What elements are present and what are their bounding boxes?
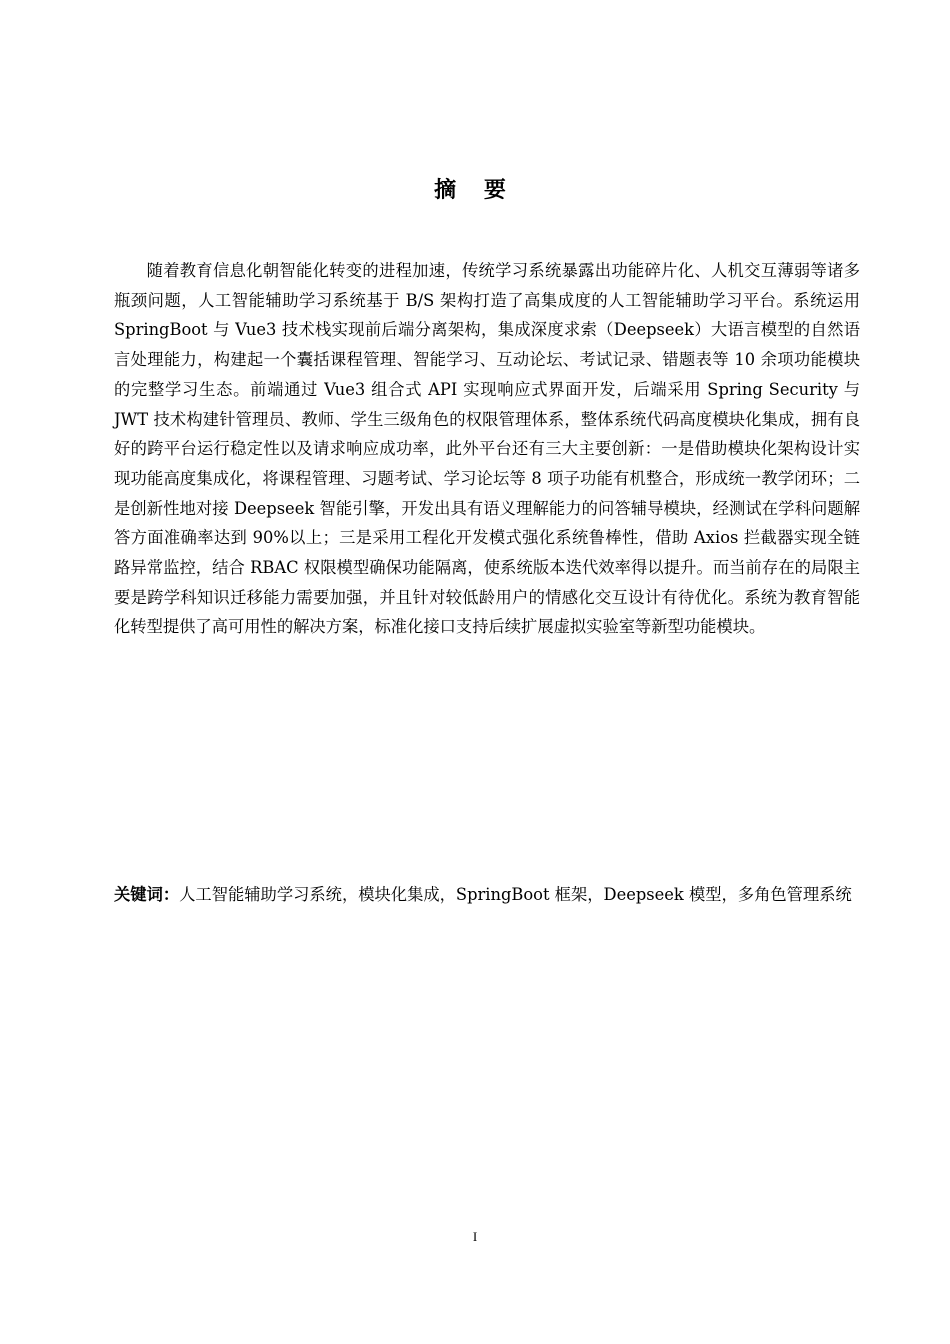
keywords-text: 人工智能辅助学习系统，模块化集成，SpringBoot 框架，Deepseek 模型，多角色管理系统 — [179, 885, 852, 904]
page-number: I — [472, 1229, 478, 1244]
keywords-label: 关键词： — [114, 885, 180, 904]
keywords-paragraph — [114, 875, 860, 914]
abstract-title: 摘 要 — [434, 178, 516, 203]
abstract-body: 随着教育信息化朝智能化转变的进程加速，传统学习系统暴露出功能碎片化、人机交互薄弱等诸多瓶颈问题，人工智能辅助学习系统基于 B/S 架构打造了高集成度的人工智能辅助学习平台。系统运用 SpringBoot 与 Vue3 技术栈实现前后端分离架构，集成深度求索（Deepseek）大语言模型的自然语言处理能力，构建起一个囊括课程管理、智能学习、互动论坛、考试记录、错题表等 10 余项功能模块的完整学习生态。前端通过 Vue3 组合式 API 实现响应式界面开发，后端采用 Spring Security 与 JWT 技术构建针管理员、教师、学生三级角色的权限管理体系，整体系统代码高度模块化集成，拥有良好的跨平台运行稳定性以及请求响应成功率，此外平台还有三大主要创新：一是借助模块化架构设计实现功能高度集成化，将课程管理、习题考试、学习论坛等 8 项子功能有机整合，形成统一教学闭环；二是创新性地对接 Deepseek 智能引擎，开发出具有语义理解能力的问答辅导模块，经测试在学科问题解答方面准确率达到 90%以上；三是采用工程化开发模式强化系统鲁棒性，借助 Axios 拦截器实现全链路异常监控，结合 RBAC 权限模型确保功能隔离，使系统版本迭代效率得以提升。而当前存在的局限主要是跨学科知识迁移能力需要加强，并且针对较低龄用户的情感化交互设计有待优化。系统为教育智能化转型提供了高可用性的解决方案，标准化接口支持后续扩展虚拟实验室等新型功能模块。 — [114, 261, 860, 637]
